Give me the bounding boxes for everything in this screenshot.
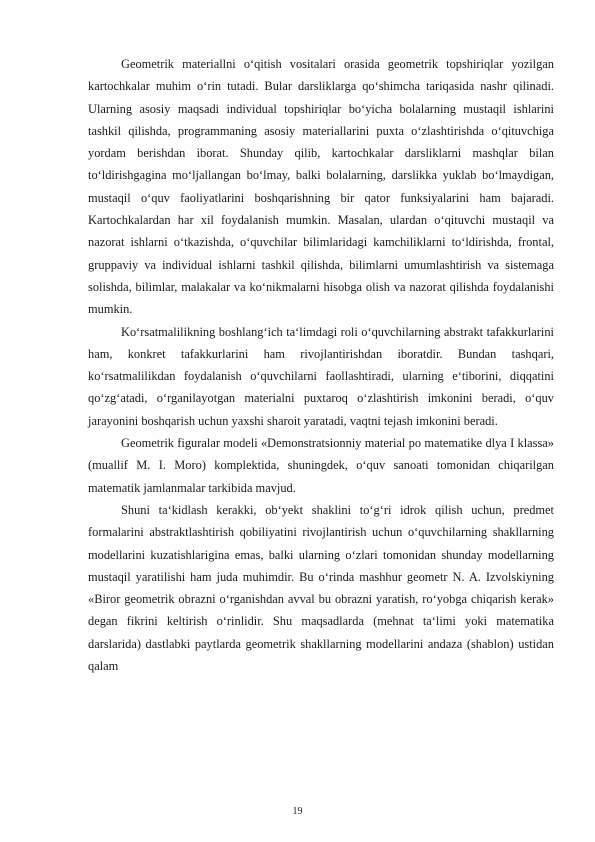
paragraph-3: Geometrik figuralar modeli «Demonstratsionniy material po matematike dlya I klassa» (muallif M. I. Moro) komplektida, shuningdek, oʻquv sanoati tomonidan chiqarilgan matematik jamlanmalar tarkibida mavjud. bbox=[88, 436, 554, 495]
paragraph-1: Geometrik materiallni oʻqitish vositalari orasida geometrik topshiriqlar yozilgan kartochkalar muhim oʻrin tutadi. Bular darsliklarga qoʻshimcha tariqasida nashr qilinadi. Ularning asosiy maqsadi individual topshiriqlar boʻyicha bolalarning mustaqil ishlarini tashkil qilishda, programmaning asosiy materiallarini puxta oʻzlashtirishda oʻqituvchiga yordam berishdan iborat. Shunday qilib, kartochkalar darsliklarni mashqlar bilan toʻldirishgagina moʻljallangan boʻlmay, balki bolalarning, darslikka yuklab boʻlmaydigan, mustaqil oʻquv faoliyatlarini boshqarishning bir qator funksiyalarini ham bajaradi. Kartochkalardan har xil foydalanish mumkin. Masalan, ulardan oʻqituvchi mustaqil va nazorat ishlarni oʻtkazishda, oʻquvchilar bilimlaridagi kamchiliklarni toʻldirishda, frontal, gruppaviy va individual ishlarni tashkil qilishda, bilimlarni umumlashtirish va sistemaga solishda, bilimlar, malakalar va koʻnikmalarni hisobga olish va nazorat qilishda foydalanishi mumkin. bbox=[88, 57, 554, 317]
paragraph-4: Shuni taʻkidlash kerakki, obʻyekt shaklini toʻgʻri idrok qilish uchun, predmet formalarini abstraktlashtirish qobiliyatini rivojlantirish uchun oʻquvchilarning shakllarning modellarini kuzatishlarigina emas, balki ularning oʻzlari tomonidan shunday modellarning mustaqil yaratilishi ham juda muhimdir. Bu oʻrinda mashhur geometr N. A. Izvolskiyning «Biror geometrik obrazni oʻrganishdan avval bu obrazni yaratish, roʻyobga chiqarish kerak» degan fikrini keltirish oʻrinlidir. Shu maqsadlarda (mehnat taʻlimi yoki matematika darslarida) dastlabki paytlarda geometrik shakllarning modellarini andaza (shablon) ustidan qalam bbox=[88, 502, 554, 674]
page-number: 19 bbox=[292, 806, 303, 817]
paragraph-2: Koʻrsatmalilikning boshlangʻich taʻlimdagi roli oʻquvchilarning abstrakt tafakkurlarini ham, konkret tafakkurlarini ham rivojlantirishdan iboratdir. Bundan tashqari, koʻrsatmalilikdan foydalanish oʻquvchilarni faollashtiradi, ularning eʻtiborini, diqqatini qoʻzgʻatadi, oʻrganilayotgan materialni puxtaroq oʻzlashtirish imkonini beradi, oʻquv jarayonini boshqarish uchun yaxshi sharoit yaratadi, vaqtni tejash imkonini beradi. bbox=[88, 324, 554, 428]
body-text bbox=[88, 53, 554, 677]
